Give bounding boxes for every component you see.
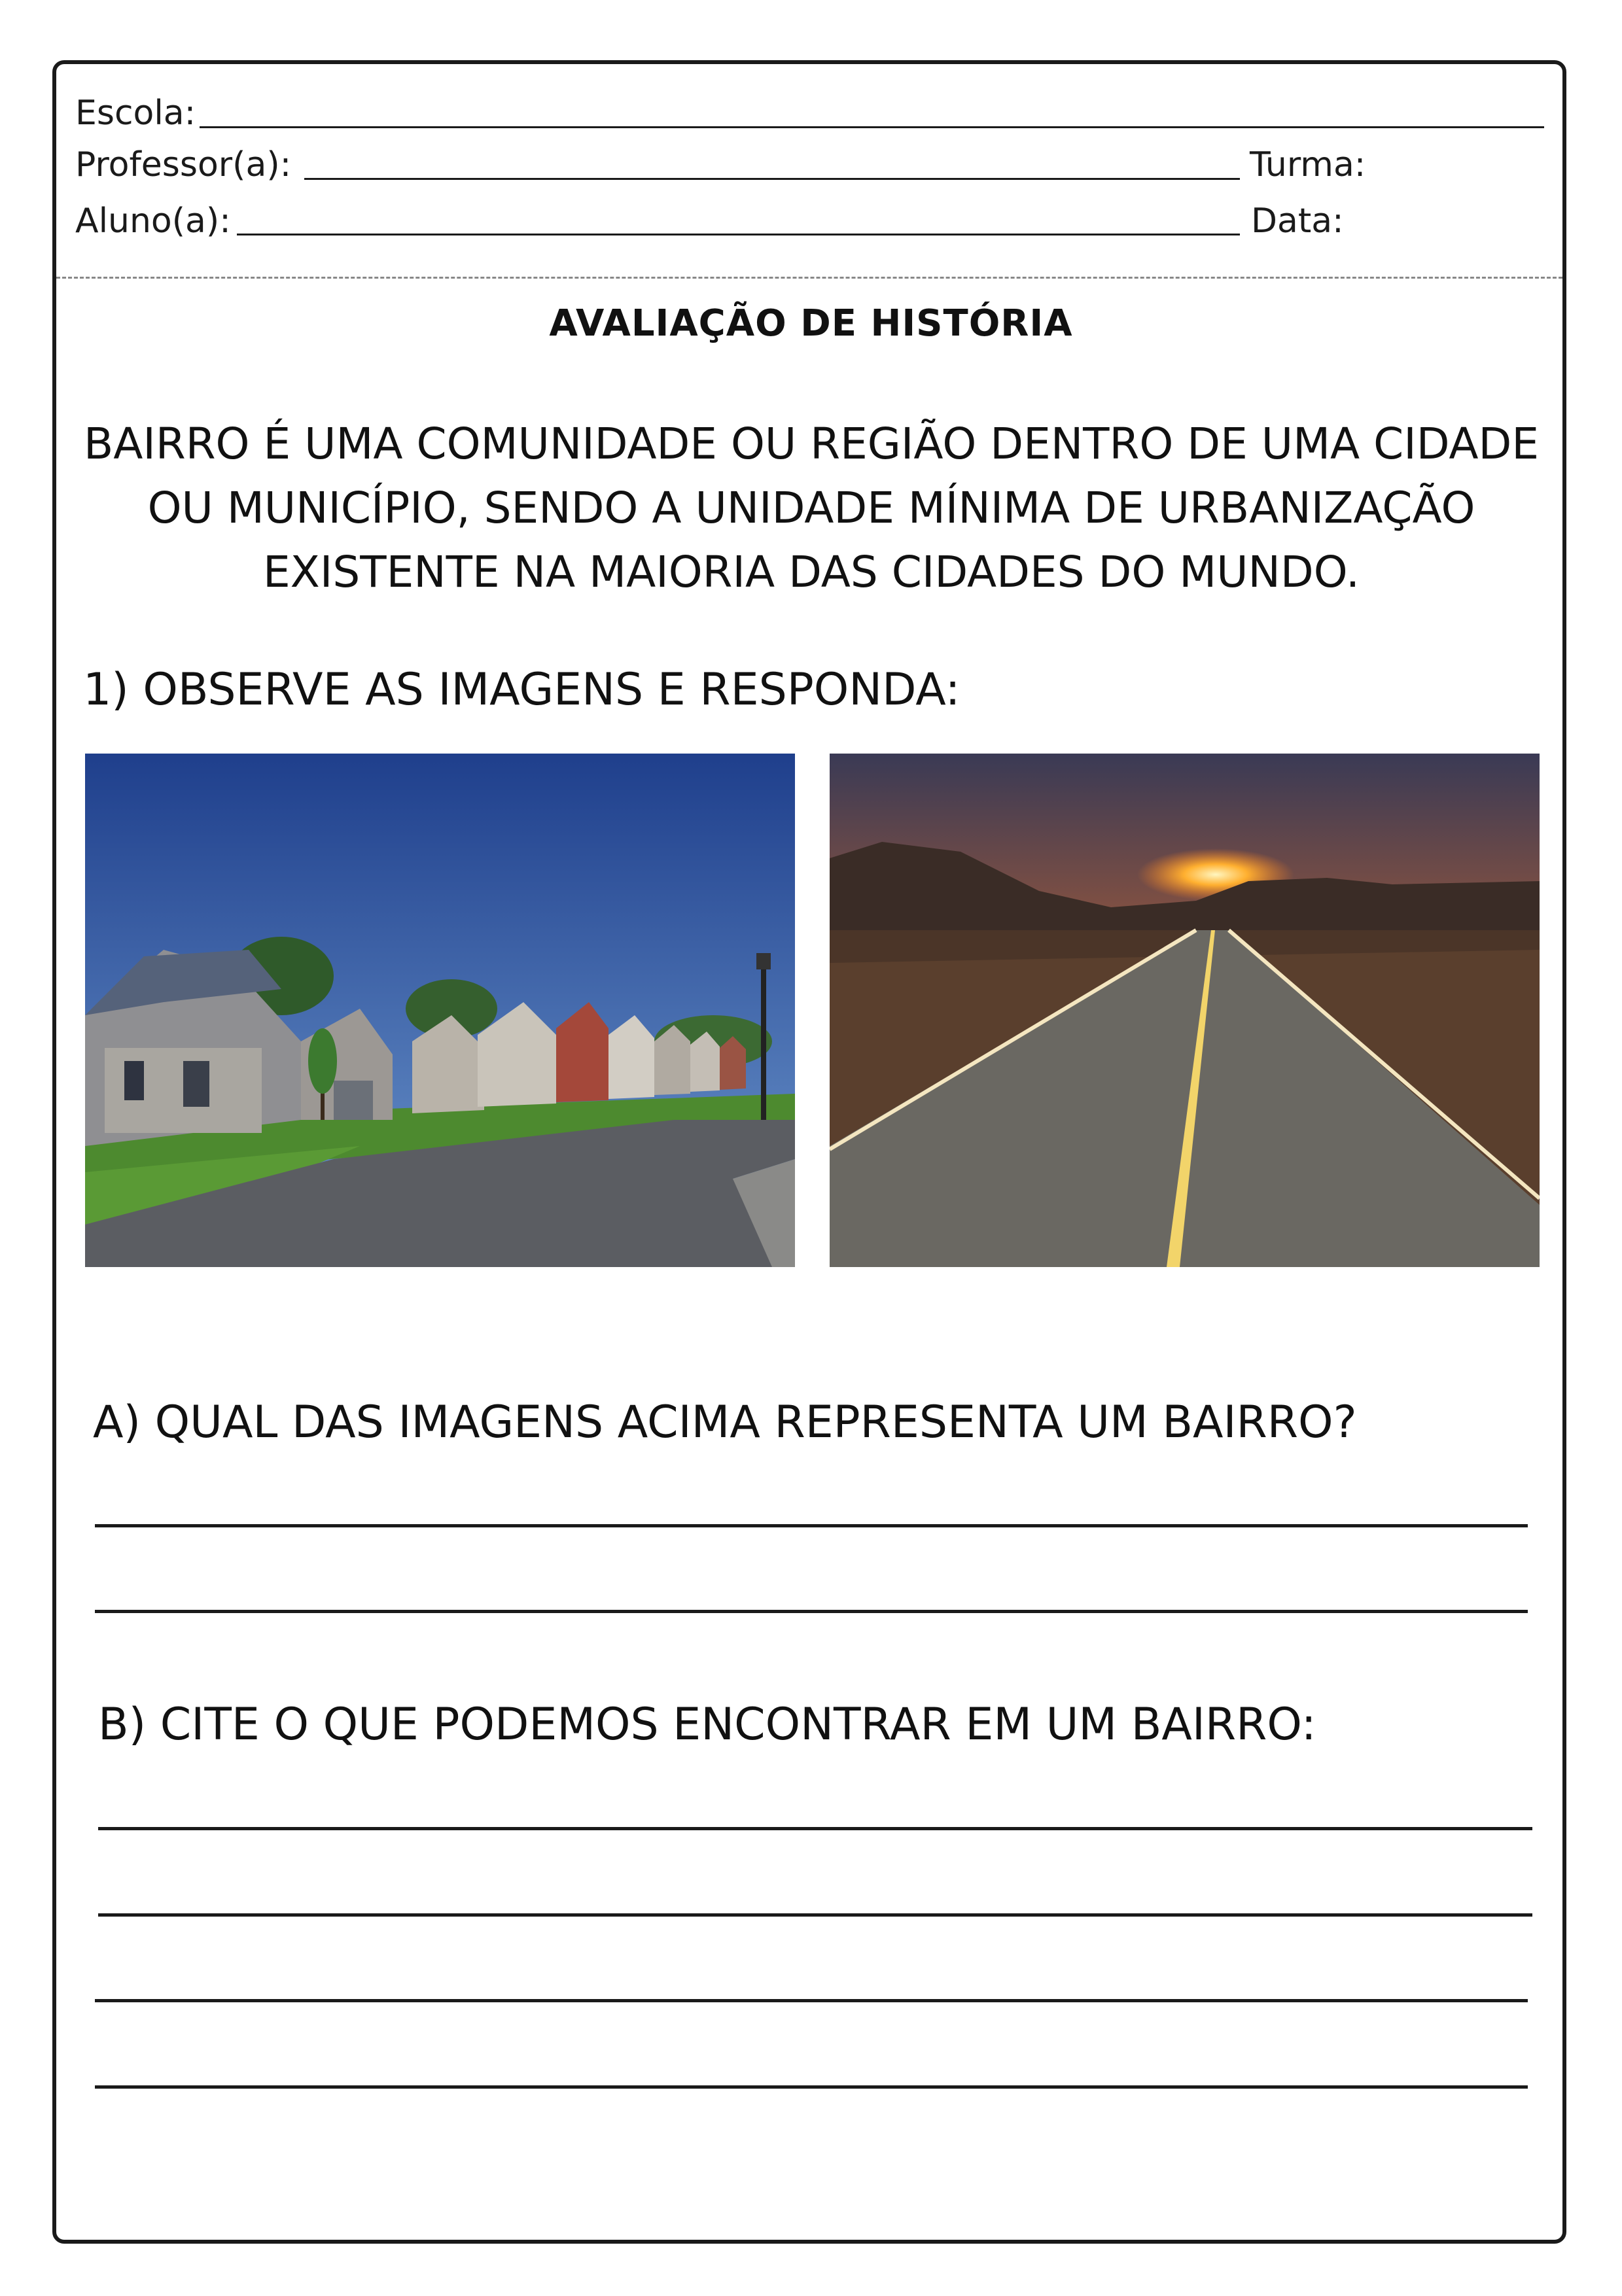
student-field-line[interactable] — [237, 234, 1240, 235]
header-separator — [56, 277, 1562, 279]
student-label: Aluno(a): — [75, 201, 231, 241]
school-field-line[interactable] — [200, 126, 1544, 128]
question-b: B) CITE O QUE PODEMOS ENCONTRAR EM UM BAIRRO: — [98, 1699, 1316, 1750]
intro-paragraph: BAIRRO É UMA COMUNIDADE OU REGIÃO DENTRO DE UMA CIDADE OU MUNICÍPIO, SENDO A UNIDADE MÍNIMA DE URBANIZAÇÃO EXISTENTE NA MAIORIA DAS CIDADES DO MUNDO. — [83, 419, 1540, 597]
answer-line-b3[interactable] — [95, 1999, 1528, 2002]
answer-line-b4[interactable] — [95, 2085, 1528, 2089]
teacher-field-line[interactable] — [304, 178, 1240, 180]
question-1: 1) OBSERVE AS IMAGENS E RESPONDA: — [83, 664, 961, 716]
teacher-label: Professor(a): — [75, 145, 292, 184]
desert-road-image — [830, 754, 1540, 1267]
class-label: Turma: — [1250, 145, 1366, 184]
answer-line-b1[interactable] — [98, 1827, 1532, 1830]
question-a: A) QUAL DAS IMAGENS ACIMA REPRESENTA UM BAIRRO? — [93, 1397, 1357, 1448]
answer-line-a2[interactable] — [95, 1610, 1528, 1613]
page-title: AVALIAÇÃO DE HISTÓRIA — [549, 302, 1073, 345]
answer-line-b2[interactable] — [98, 1913, 1532, 1917]
school-label: Escola: — [75, 94, 196, 133]
neighborhood-image — [85, 754, 795, 1267]
answer-line-a1[interactable] — [95, 1524, 1528, 1527]
date-label: Data: — [1251, 201, 1344, 241]
